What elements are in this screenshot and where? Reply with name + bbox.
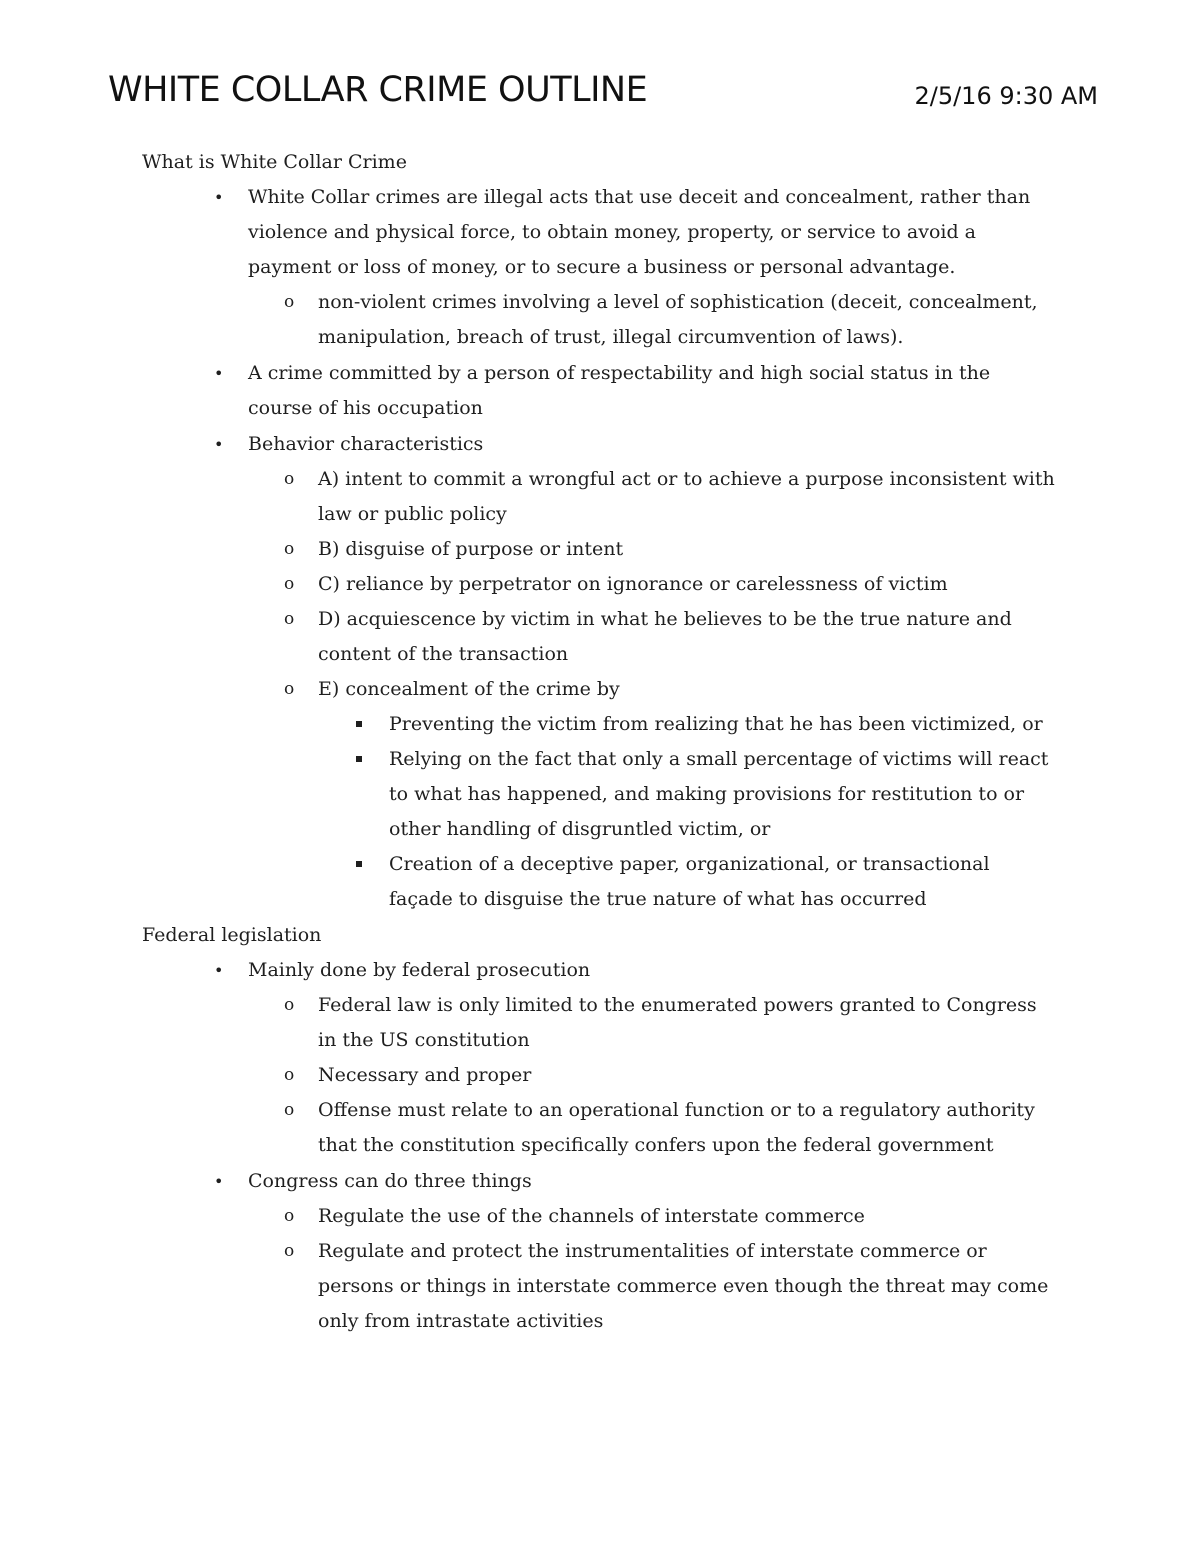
sub-list-item <box>284 1234 1082 1339</box>
sub-list-item <box>284 602 1082 672</box>
sub-sub-list-item-text: Creation of a deceptive paper, organizational, or transactional façade to disguise the true nature of what has occurred <box>389 853 990 910</box>
list-item-text: Mainly done by federal prosecution <box>248 959 591 981</box>
sub-sub-list-item <box>389 847 1082 917</box>
list-item <box>214 1164 1082 1339</box>
sub-sub-list-item <box>389 707 1082 742</box>
sub-list-item-text: non-violent crimes involving a level of sophistication (deceit, concealment, manipulation, breach of trust, illegal circumvention of laws). <box>318 291 1038 348</box>
bullet-marker: • <box>214 1172 224 1191</box>
circle-bullet-marker: o <box>284 679 295 699</box>
list-item-text: A crime committed by a person of respectability and high social status in the course of his occupation <box>248 362 991 419</box>
sub-sub-list <box>389 707 1082 917</box>
sub-list-item-text: Federal law is only limited to the enumerated powers granted to Congress in the US constitution <box>318 994 1037 1051</box>
square-bullet-marker <box>356 861 362 867</box>
bullet-marker: • <box>214 188 224 207</box>
list-item <box>214 180 1082 355</box>
sub-list-item <box>284 988 1082 1058</box>
circle-bullet-marker: o <box>284 1100 295 1120</box>
bullet-list <box>214 953 1082 1339</box>
circle-bullet-marker: o <box>284 1241 295 1261</box>
sub-sub-list-item-text: Preventing the victim from realizing that he has been victimized, or <box>389 713 1043 735</box>
circle-bullet-marker: o <box>284 995 295 1015</box>
sub-list-item-text: Regulate the use of the channels of interstate commerce <box>318 1205 865 1227</box>
sub-list-item <box>284 285 1082 355</box>
sub-list-item <box>284 532 1082 567</box>
square-bullet-marker <box>356 721 362 727</box>
circle-bullet-marker: o <box>284 292 295 312</box>
sub-list-item <box>284 1058 1082 1093</box>
list-item <box>214 427 1082 917</box>
sub-list-item <box>284 672 1082 917</box>
sub-list-item-text: Offense must relate to an operational function or to a regulatory authority that the constitution specifically confers upon the federal government <box>318 1099 1035 1156</box>
sub-list-item-text: Necessary and proper <box>318 1064 532 1086</box>
sub-list-item <box>284 567 1082 602</box>
square-bullet-marker <box>356 756 362 762</box>
circle-bullet-marker: o <box>284 469 295 489</box>
sub-list-item <box>284 462 1082 532</box>
sub-list-item <box>284 1199 1082 1234</box>
sub-list <box>284 1199 1082 1339</box>
sub-list-item-text: Regulate and protect the instrumentalities of interstate commerce or persons or things in interstate commerce even though the threat may come only from intrastate activities <box>318 1240 1049 1332</box>
sub-list-item <box>284 1093 1082 1163</box>
sub-list-item-text: B) disguise of purpose or intent <box>318 538 624 560</box>
document-header <box>108 70 1098 130</box>
section-heading: What is White Collar Crime <box>142 151 407 173</box>
page-title: WHITE COLLAR CRIME OUTLINE <box>108 70 648 110</box>
date-time-stamp: 2/5/16 9:30 AM <box>914 82 1098 110</box>
section-heading: Federal legislation <box>142 924 322 946</box>
bullet-marker: • <box>214 364 224 383</box>
sub-sub-list-item <box>389 742 1082 847</box>
circle-bullet-marker: o <box>284 539 295 559</box>
bullet-marker: • <box>214 961 224 980</box>
bullet-marker: • <box>214 435 224 454</box>
sub-list <box>284 462 1082 917</box>
list-item <box>214 953 1082 1163</box>
list-item <box>214 356 1082 426</box>
list-item-text: White Collar crimes are illegal acts that use deceit and concealment, rather than violence and physical force, to obtain money, property, or service to avoid a payment or loss of money, or to secure a business or personal advantage. <box>248 186 1031 278</box>
circle-bullet-marker: o <box>284 574 295 594</box>
sub-list-item-text: A) intent to commit a wrongful act or to achieve a purpose inconsistent with law or public policy <box>318 468 1055 525</box>
list-item-text: Behavior characteristics <box>248 433 484 455</box>
bullet-list <box>214 180 1082 917</box>
circle-bullet-marker: o <box>284 609 295 629</box>
circle-bullet-marker: o <box>284 1065 295 1085</box>
circle-bullet-marker: o <box>284 1206 295 1226</box>
sub-list-item-text: D) acquiescence by victim in what he believes to be the true nature and content of the transaction <box>318 608 1012 665</box>
sub-list <box>284 988 1082 1163</box>
sub-list-item-text: C) reliance by perpetrator on ignorance or carelessness of victim <box>318 573 948 595</box>
sub-list <box>284 285 1082 355</box>
sub-list-item-text: E) concealment of the crime by <box>318 678 620 700</box>
sub-sub-list-item-text: Relying on the fact that only a small percentage of victims will react to what has happened, and making provisions for restitution to or other handling of disgruntled victim, or <box>389 748 1049 840</box>
outline-body <box>142 145 1082 1340</box>
list-item-text: Congress can do three things <box>248 1170 532 1192</box>
